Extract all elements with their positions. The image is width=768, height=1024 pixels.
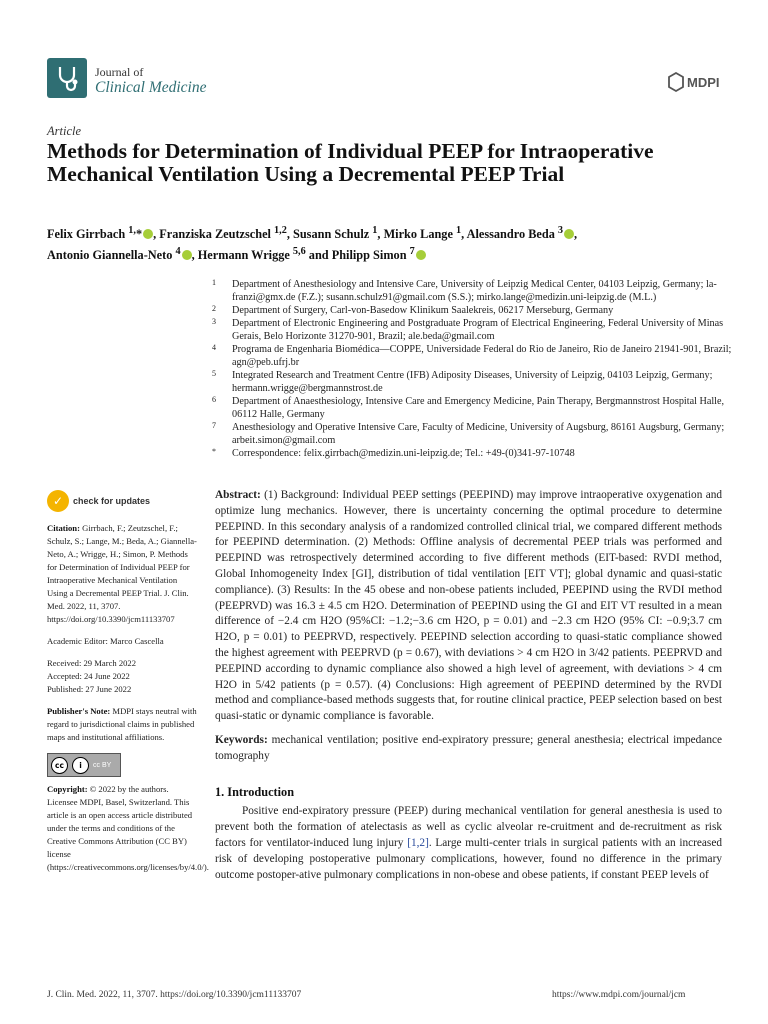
- checkmark-icon: ✓: [47, 490, 69, 512]
- article-title: Methods for Determination of Individual PEEP for Intraoperative Mechanical Ventilation Using a Decremental PEEP Trial: [47, 139, 654, 186]
- main-content: [215, 488, 722, 891]
- footer-citation[interactable]: J. Clin. Med. 2022, 11, 3707. https://doi.org/10.3390/jcm11133707: [47, 990, 302, 1000]
- attribution-icon: i: [72, 757, 89, 774]
- affiliation-item: 4 Programa de Engenharia Biomédica—COPPE, Universidade Federal do Rio de Janeiro, Rio de Janeiro 21941-901, Brazil; agn@peb.ufrj.br: [212, 343, 732, 368]
- orcid-icon[interactable]: [416, 250, 426, 260]
- affiliation-item: 1 Department of Anesthesiology and Intensive Care, University of Leipzig Medical Center, 04103 Leipzig, Germany; la-franzi@gmx.de (F.Z.); susann.schulz91@gmail.com (S.S.); mirko.lange@medizin.uni-leipzig.de (M.L.): [212, 278, 717, 303]
- introduction-paragraph: Positive end-expiratory pressure (PEEP) during mechanical ventilation for general anesthesia is used to prevent both the formation of atelectasis as well as cyclic alveolar re-cruitment and de-recruitment as risk factors for ventilator-induced lung injury [1,2]. Large multi-center trials in surgical patients with an increased risk of developing postoperative pulmonary complications, however, found no difference in the primary outcome postoper-ative pulmonary complications in non-obese and obese patients, if constant PEEP levels of: [215, 805, 722, 881]
- citation: Citation: Girrbach, F.; Zeutzschel, F.; Schulz, S.; Lange, M.; Beda, A.; Giannella-Neto, A.; Wrigge, H.; Simon, P. Methods for Determination of Individual PEEP for Intraoperative Mechanical Ventilation Using a Decremental PEEP Trial. J. Clin. Med. 2022, 11, 3707. https://doi.org/10.3390/jcm11133707: [47, 523, 197, 624]
- affiliation-item: 3 Department of Electronic Engineering and Postgraduate Program of Electrical Engineering, Federal University of Minas Gerais, Belo Horizonte 31270-901, Brazil; ale.beda@gmail.com: [212, 317, 724, 342]
- affiliation-item: 6 Department of Anaesthesiology, Intensive Care and Emergency Medicine, Pain Therapy, Bergmannstrost Hospital Halle, 06112 Halle, Germany: [212, 395, 725, 420]
- abstract: Abstract: (1) Background: Individual PEEP settings (PEEPIND) may improve intraoperative oxygenation and optimize lung mechanics. However, there is uncertainty concerning the optimal procedure to determine PEEPIND. In this secondary analysis of a randomized controlled clinical trial, we compared different methods for PEEPIND determination. (2) Methods: Offline analysis of decremental PEEP trials was performed and PEEPIND was retrospectively determined according to five different methods (EIT-based: RVDI method, Global Inhomogeneity Index [GI], distribution of tidal ventilation [EIT VT]; global dynamic and quasi-static compliance). (3) Results: In the 45 obese and non-obese patients included, PEEPIND using the RVDI method (PEEPRVD) was 16.3 ± 4.5 cm H2O. Determination of PEEPIND using the GI and EIT VT resulted in a mean difference of −2.4 cm H2O (95%CI: −1.2;−3.6 cm H2O, p = 0.01) and −2.3 cm H2O (95% CI: −0.9;3.7 cm H2O, p = 0.01) to PEEPRVD, respectively. PEEPIND selection according to quasi-static compliance showed the highest agreement with PEEPRVD (p = 0.67), with deviations > 4 cm H2O in 3/42 patients. PEEPRVD and PEEPIND according to dynamic compliance also showed a high level of agreement, with deviations > 4 cm H2O in 5/42 patients (p = 0.57). (4) Conclusions: High agreement of PEEPIND determined by the RVDI method and compliance-based methods suggests that, for routine clinical practice, PEEP selection based on best quasi-static or dynamic compliance is favorable.: [215, 489, 723, 723]
- journal-of: Journal of: [95, 65, 144, 79]
- correspondence: * Correspondence: felix.girrbach@medizin.uni-leipzig.de; Tel.: +49-(0)341-97-10748: [212, 447, 575, 459]
- mdpi-logo: [668, 72, 720, 96]
- orcid-icon[interactable]: [143, 229, 153, 239]
- received-date: Received: 29 March 2022: [47, 658, 137, 668]
- author-line-2: Antonio Giannella-Neto $^4$ , Hermann Wrigge $^{5,6}$ and Philipp Simon $^7$: [47, 243, 737, 264]
- accepted-date: Accepted: 24 June 2022: [47, 671, 130, 681]
- creative-commons-icon: cc: [51, 757, 68, 774]
- footer-journal-url[interactable]: https://www.mdpi.com/journal/jcm: [552, 990, 686, 1000]
- copyright: Copyright: © 2022 by the authors. Licensee MDPI, Basel, Switzerland. This article is an open access article distributed under the terms and conditions of the Creative Commons Attribution (CC BY) license (https://creativecommons.org/licenses/by/4.0/).: [47, 784, 209, 872]
- journal-title: [95, 64, 206, 96]
- section-heading-introduction: 1. Introduction: [215, 784, 295, 799]
- mdpi-logo-text: MDPI: [687, 75, 720, 90]
- cc-badge-text: cc BY: [93, 761, 112, 769]
- orcid-icon[interactable]: [182, 250, 192, 260]
- affiliations: [212, 278, 732, 460]
- affiliation-item: 7 Anesthesiology and Operative Intensive Care, Faculty of Medicine, University of Augsburg, 86161 Augsburg, Germany; arbeit.simon@gmail.com: [212, 421, 725, 446]
- cc-by-badge[interactable]: [47, 753, 121, 777]
- article-type: Article: [47, 124, 82, 138]
- academic-editor: Academic Editor: Marco Cascella: [47, 636, 164, 646]
- published-date: Published: 27 June 2022: [47, 684, 132, 694]
- affiliation-item: 5 Integrated Research and Treatment Centre (IFB) Adiposity Diseases, University of Leipzig, 04103 Leipzig, Germany; hermann.wrigge@bergmannstrost.de: [212, 369, 713, 394]
- affiliation-item: 2 Department of Surgery, Carl-von-Basedow Klinikum Saalekreis, 06217 Merseburg, Germany: [212, 304, 614, 316]
- journal-name: Clinical Medicine: [95, 79, 207, 96]
- citation-link[interactable]: [1,2]: [407, 836, 429, 849]
- check-for-updates-button[interactable]: [47, 490, 197, 512]
- journal-logo: [47, 58, 87, 98]
- orcid-icon[interactable]: [564, 229, 574, 239]
- author-line-1: Felix Girrbach $^{1,}$* , Franziska Zeutzschel $^{1,2}$, Susann Schulz $^1$, Mirko Lange $^1$, Alessandro Beda $^3$ ,: [47, 225, 578, 242]
- author-list: [47, 222, 737, 264]
- check-updates-label: check for updates: [73, 495, 151, 506]
- sidebar: [47, 490, 209, 883]
- stethoscope-icon: [52, 63, 82, 93]
- keywords: Keywords: mechanical ventilation; positive end-expiratory pressure; general anesthesia; electrical impedance tomography: [215, 733, 722, 762]
- publisher-note: Publisher's Note: MDPI stays neutral with regard to jurisdictional claims in published maps and institutional affiliations.: [47, 706, 197, 742]
